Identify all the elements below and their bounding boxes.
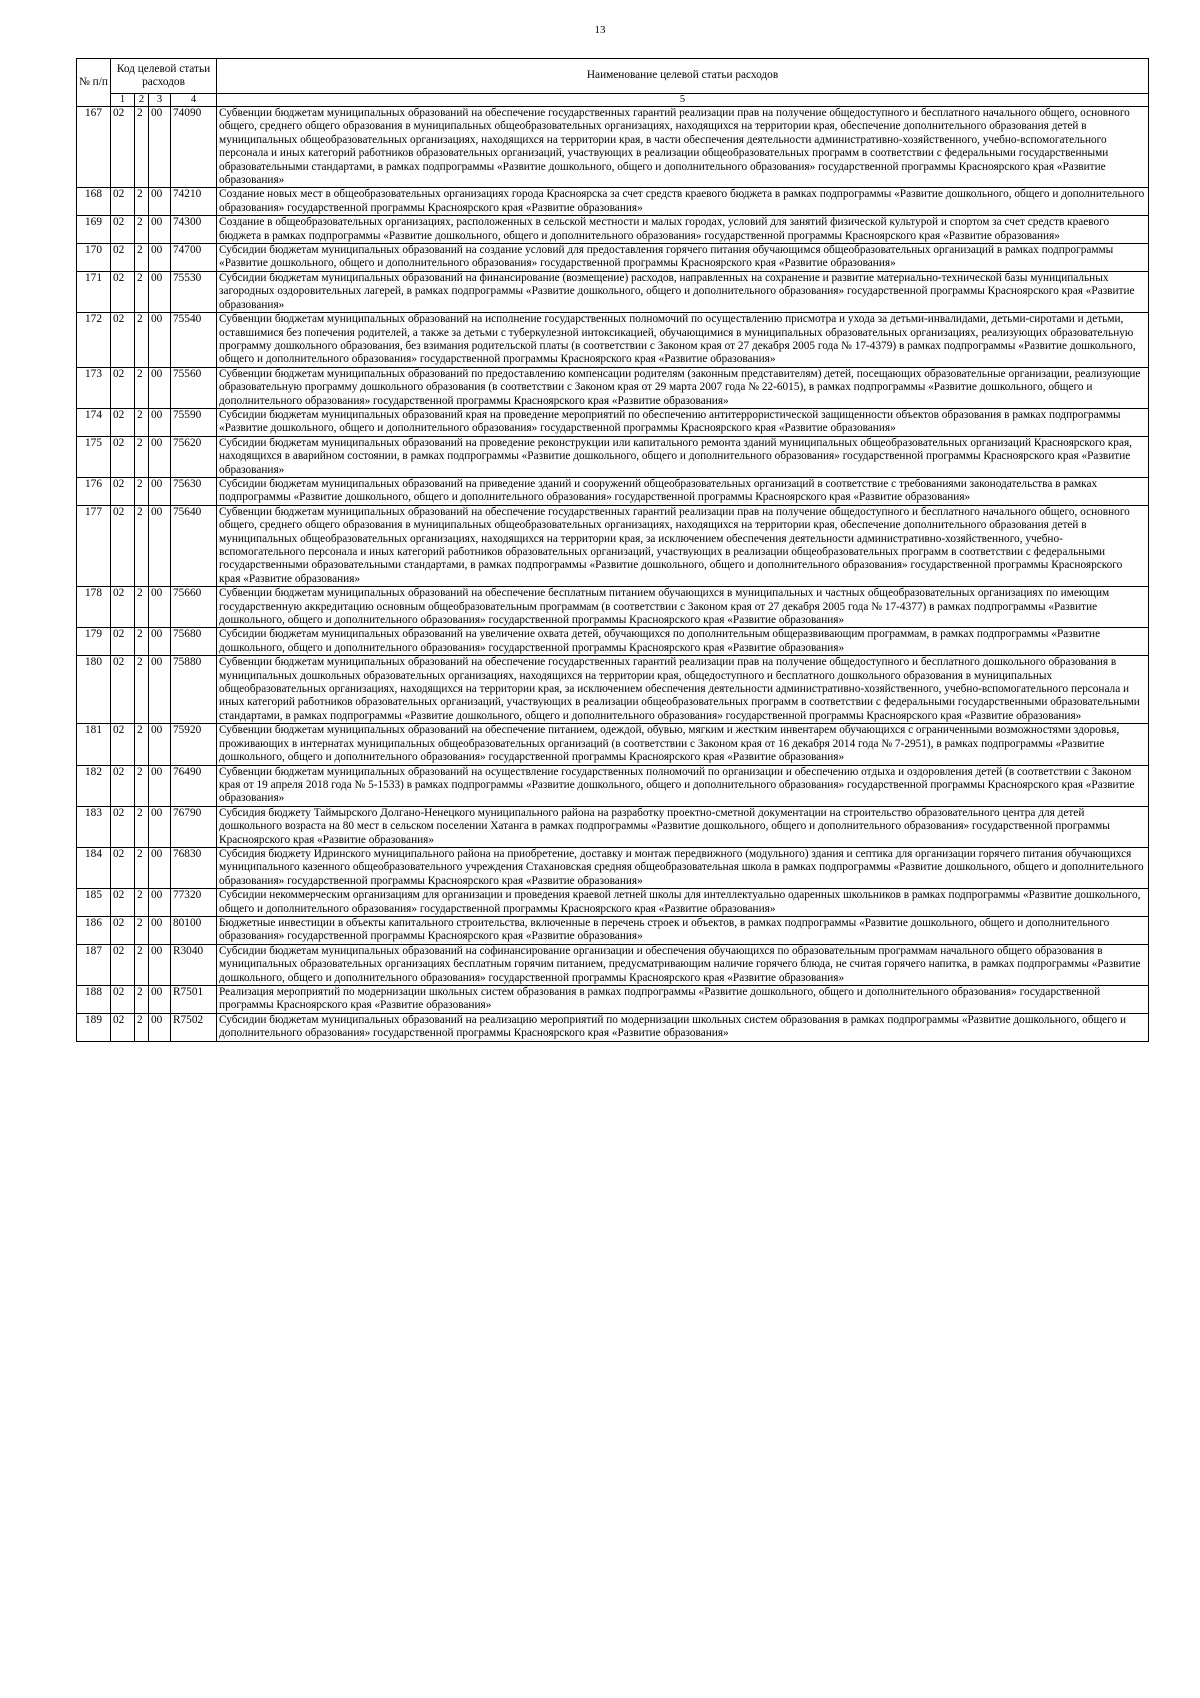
table-row bbox=[77, 889, 1149, 917]
article-name: Субвенции бюджетам муниципальных образований на осуществление государственных полномочий по организации и обеспечению отдыха и оздоровления детей (в соответствии с Законом края от 19 апреля 2018 года № 5-1533) в рамках подпрограммы «Развитие дошкольного, общего и дополнительного образования» государственной программы Красноярского края «Развитие образования» bbox=[217, 765, 1149, 806]
article-name: Субсидии бюджетам муниципальных образований на реализацию мероприятий по модернизации школьных систем образования в рамках подпрограммы «Развитие дошкольного, общего и дополнительного образования» государственной программы Красноярского края «Развитие образования» bbox=[217, 1013, 1149, 1041]
code-part-4: 80100 bbox=[171, 916, 217, 944]
table-row bbox=[77, 216, 1149, 244]
col-number-3: 3 bbox=[149, 94, 171, 107]
code-part-1: 02 bbox=[111, 986, 135, 1014]
code-part-3: 00 bbox=[149, 889, 171, 917]
row-number: 183 bbox=[77, 806, 111, 847]
code-part-3: 00 bbox=[149, 628, 171, 656]
code-part-2: 2 bbox=[135, 656, 149, 724]
article-name: Субвенции бюджетам муниципальных образований на обеспечение питанием, одеждой, обувью, мягким и жестким инвентарем обучающихся с ограниченными возможностями здоровья, проживающих в интернатах муниципальных общеобразовательных организаций (в соответствии с Законом края от 16 декабря 2014 года № 7-2951), в рамках подпрограммы «Развитие дошкольного, общего и дополнительного образования» государственной программы Красноярского края «Развитие образования» bbox=[217, 724, 1149, 765]
row-number: 169 bbox=[77, 216, 111, 244]
article-name: Субсидии бюджетам муниципальных образований на софинансирование организации и обеспечения обучающихся по образовательным программам начального общего образования в муниципальных образовательных организациях бесплатным горячим питанием, предусматривающим наличие горячего блюда, не считая горячего напитка, в рамках подпрограммы «Развитие дошкольного, общего и дополнительного образования» государственной программы Красноярского края «Развитие образования» bbox=[217, 944, 1149, 985]
table-row bbox=[77, 944, 1149, 985]
article-name: Субвенции бюджетам муниципальных образований на исполнение государственных полномочий по осуществлению присмотра и ухода за детьми-инвалидами, детьми-сиротами и детьми, оставшимися без попечения родителей, а также за детьми с туберкулезной интоксикацией, обучающимися в муниципальных образовательных организациях, реализующих образовательную программу дошкольного образования, без взимания родительской платы (в соответствии с Законом края от 27 декабря 2005 года № 17-4379) в рамках подпрограммы «Развитие дошкольного, общего и дополнительного образования» государственной программы Красноярского края «Развитие образования» bbox=[217, 313, 1149, 368]
row-number: 173 bbox=[77, 367, 111, 408]
code-part-3: 00 bbox=[149, 986, 171, 1014]
code-part-4: 74210 bbox=[171, 188, 217, 216]
page-number: 13 bbox=[594, 24, 606, 36]
row-number: 188 bbox=[77, 986, 111, 1014]
code-part-3: 00 bbox=[149, 477, 171, 505]
code-part-2: 2 bbox=[135, 477, 149, 505]
code-part-3: 00 bbox=[149, 107, 171, 188]
code-part-2: 2 bbox=[135, 628, 149, 656]
code-part-4: 75530 bbox=[171, 271, 217, 312]
code-part-4: 75680 bbox=[171, 628, 217, 656]
code-part-4: 75620 bbox=[171, 436, 217, 477]
article-name: Субвенции бюджетам муниципальных образований на обеспечение бесплатным питанием обучающихся в муниципальных и частных общеобразовательных организациях по имеющим государственную аккредитацию основным общеобразовательным программам (в соответствии с Законом края от 27 декабря 2005 года № 17-4377) в рамках подпрограммы «Развитие дошкольного, общего и дополнительного образования» государственной программы Красноярского края «Развитие образования» bbox=[217, 587, 1149, 628]
row-number: 185 bbox=[77, 889, 111, 917]
code-part-2: 2 bbox=[135, 188, 149, 216]
code-part-1: 02 bbox=[111, 1013, 135, 1041]
row-number: 182 bbox=[77, 765, 111, 806]
code-part-3: 00 bbox=[149, 806, 171, 847]
code-part-3: 00 bbox=[149, 724, 171, 765]
table-row bbox=[77, 628, 1149, 656]
row-number: 180 bbox=[77, 656, 111, 724]
col-number-2: 2 bbox=[135, 94, 149, 107]
code-part-3: 00 bbox=[149, 436, 171, 477]
code-part-4: 77320 bbox=[171, 889, 217, 917]
row-number: 167 bbox=[77, 107, 111, 188]
table-row bbox=[77, 408, 1149, 436]
table-row bbox=[77, 271, 1149, 312]
code-part-3: 00 bbox=[149, 656, 171, 724]
code-part-3: 00 bbox=[149, 587, 171, 628]
article-name: Создание в общеобразовательных организациях, расположенных в сельской местности и малых городах, условий для занятий физической культурой и спортом за счет средств краевого бюджета в рамках подпрограммы «Развитие дошкольного, общего и дополнительного образования» государственной программы Красноярского края «Развитие образования» bbox=[217, 216, 1149, 244]
code-part-4: 75660 bbox=[171, 587, 217, 628]
code-part-4: 75640 bbox=[171, 505, 217, 586]
article-name: Субвенции бюджетам муниципальных образований по предоставлению компенсации родителям (законным представителям) детей, посещающих образовательные организации, реализующие образовательную программу дошкольного образования (в соответствии с Законом края от 29 марта 2007 года № 22-6015), в рамках подпрограммы «Развитие дошкольного, общего и дополнительного образования» государственной программы Красноярского края «Развитие образования» bbox=[217, 367, 1149, 408]
code-part-3: 00 bbox=[149, 244, 171, 272]
table-row bbox=[77, 477, 1149, 505]
code-part-4: 76830 bbox=[171, 847, 217, 888]
code-part-1: 02 bbox=[111, 367, 135, 408]
row-number: 187 bbox=[77, 944, 111, 985]
code-part-3: 00 bbox=[149, 408, 171, 436]
header-name: Наименование целевой статьи расходов bbox=[217, 59, 1149, 94]
code-part-4: 74090 bbox=[171, 107, 217, 188]
row-number: 177 bbox=[77, 505, 111, 586]
code-part-2: 2 bbox=[135, 216, 149, 244]
code-part-1: 02 bbox=[111, 765, 135, 806]
code-part-4: 75590 bbox=[171, 408, 217, 436]
code-part-2: 2 bbox=[135, 107, 149, 188]
table-row bbox=[77, 765, 1149, 806]
code-part-3: 00 bbox=[149, 216, 171, 244]
article-name: Субсидии бюджетам муниципальных образований на увеличение охвата детей, обучающихся по дополнительным общеразвивающим программам, в рамках подпрограммы «Развитие дошкольного, общего и дополнительного образования» государственной программы Красноярского края «Развитие образования» bbox=[217, 628, 1149, 656]
code-part-2: 2 bbox=[135, 986, 149, 1014]
row-number: 170 bbox=[77, 244, 111, 272]
code-part-2: 2 bbox=[135, 408, 149, 436]
code-part-1: 02 bbox=[111, 271, 135, 312]
table-row bbox=[77, 1013, 1149, 1041]
article-name: Субсидии некоммерческим организациям для организации и проведения краевой летней школы для интеллектуально одаренных школьников в рамках подпрограммы «Развитие дошкольного, общего и дополнительного образования» государственной программы Красноярского края «Развитие образования» bbox=[217, 889, 1149, 917]
code-part-1: 02 bbox=[111, 656, 135, 724]
code-part-1: 02 bbox=[111, 436, 135, 477]
table-row bbox=[77, 916, 1149, 944]
code-part-2: 2 bbox=[135, 889, 149, 917]
code-part-2: 2 bbox=[135, 806, 149, 847]
code-part-2: 2 bbox=[135, 724, 149, 765]
code-part-4: 74300 bbox=[171, 216, 217, 244]
table-header-row bbox=[77, 59, 1149, 94]
code-part-2: 2 bbox=[135, 916, 149, 944]
row-number: 189 bbox=[77, 1013, 111, 1041]
table-row bbox=[77, 107, 1149, 188]
row-number: 181 bbox=[77, 724, 111, 765]
col-number-1: 1 bbox=[111, 94, 135, 107]
col-number-5: 5 bbox=[217, 94, 1149, 107]
row-number: 178 bbox=[77, 587, 111, 628]
row-number: 172 bbox=[77, 313, 111, 368]
code-part-4: 76490 bbox=[171, 765, 217, 806]
header-num: № п/п bbox=[77, 59, 111, 107]
table-row bbox=[77, 244, 1149, 272]
code-part-2: 2 bbox=[135, 765, 149, 806]
code-part-4: R3040 bbox=[171, 944, 217, 985]
table-body bbox=[77, 107, 1149, 1042]
code-part-3: 00 bbox=[149, 505, 171, 586]
code-part-3: 00 bbox=[149, 847, 171, 888]
code-part-4: R7502 bbox=[171, 1013, 217, 1041]
article-name: Субсидии бюджетам муниципальных образований на создание условий для предоставления горячего питания обучающимся общеобразовательных организаций в рамках подпрограммы «Развитие дошкольного, общего и дополнительного образования» государственной программы Красноярского края «Развитие образования» bbox=[217, 244, 1149, 272]
code-part-1: 02 bbox=[111, 724, 135, 765]
row-number: 168 bbox=[77, 188, 111, 216]
row-number: 174 bbox=[77, 408, 111, 436]
code-part-1: 02 bbox=[111, 628, 135, 656]
code-part-1: 02 bbox=[111, 107, 135, 188]
code-part-4: 75630 bbox=[171, 477, 217, 505]
article-name: Субсидии бюджетам муниципальных образований на приведение зданий и сооружений общеобразовательных организаций в соответствие с требованиями законодательства в рамках подпрограммы «Развитие дошкольного, общего и дополнительного образования» государственной программы Красноярского края «Развитие образования» bbox=[217, 477, 1149, 505]
code-part-2: 2 bbox=[135, 271, 149, 312]
code-part-3: 00 bbox=[149, 367, 171, 408]
col-number-4: 4 bbox=[171, 94, 217, 107]
code-part-1: 02 bbox=[111, 408, 135, 436]
code-part-1: 02 bbox=[111, 313, 135, 368]
article-name: Субсидия бюджету Таймырского Долгано-Ненецкого муниципального района на разработку проектно-сметной документации на строительство образовательного центра для детей дошкольного возраста на 80 мест в сельском поселении Хатанга в рамках подпрограммы «Развитие дошкольного, общего и дополнительного образования» государственной программы Красноярского края «Развитие образования» bbox=[217, 806, 1149, 847]
table-row bbox=[77, 313, 1149, 368]
article-name: Субвенции бюджетам муниципальных образований на обеспечение государственных гарантий реализации прав на получение общедоступного и бесплатного начального общего, основного общего, среднего общего образования в муниципальных общеобразовательных организациях, находящихся на территории края, обеспечение дополнительного образования детей в муниципальных общеобразовательных организациях, находящихся на территории края, за исключением обеспечения деятельности административно-хозяйственного, учебно-вспомогательного персонала и иных категорий работников образовательных организаций, участвующих в реализации общеобразовательных программ в соответствии с федеральными государственными образовательными стандартами, в рамках подпрограммы «Развитие дошкольного, общего и дополнительного образования» государственной программы Красноярского края «Развитие образования» bbox=[217, 505, 1149, 586]
code-part-4: R7501 bbox=[171, 986, 217, 1014]
code-part-2: 2 bbox=[135, 587, 149, 628]
code-part-4: 75560 bbox=[171, 367, 217, 408]
code-part-1: 02 bbox=[111, 244, 135, 272]
row-number: 171 bbox=[77, 271, 111, 312]
article-name: Субвенции бюджетам муниципальных образований на обеспечение государственных гарантий реализации прав на получение общедоступного и бесплатного дошкольного образования в муниципальных дошкольных образовательных организациях, находящихся на территории края, общедоступного и бесплатного дошкольного образования в муниципальных общеобразовательных организациях, находящихся на территории края, за исключением обеспечения деятельности административно-хозяйственного, учебно-вспомогательного персонала и иных категорий работников образовательных организаций, участвующих в реализации общеобразовательных программ в соответствии с федеральными государственными образовательными стандартами, в рамках подпрограммы «Развитие дошкольного, общего и дополнительного образования» государственной программы Красноярского края «Развитие образования» bbox=[217, 656, 1149, 724]
article-name: Создание новых мест в общеобразовательных организациях города Красноярска за счет средств краевого бюджета в рамках подпрограммы «Развитие дошкольного, общего и дополнительного образования» государственной программы Красноярского края «Развитие образования» bbox=[217, 188, 1149, 216]
row-number: 186 bbox=[77, 916, 111, 944]
code-part-4: 76790 bbox=[171, 806, 217, 847]
code-part-1: 02 bbox=[111, 916, 135, 944]
code-part-2: 2 bbox=[135, 847, 149, 888]
code-part-1: 02 bbox=[111, 216, 135, 244]
article-name: Субсидии бюджетам муниципальных образований на проведение реконструкции или капитального ремонта зданий муниципальных общеобразовательных организаций Красноярского края, находящихся в аварийном состоянии, в рамках подпрограммы «Развитие дошкольного, общего и дополнительного образования» государственной программы Красноярского края «Развитие образования» bbox=[217, 436, 1149, 477]
code-part-1: 02 bbox=[111, 806, 135, 847]
code-part-3: 00 bbox=[149, 313, 171, 368]
code-part-2: 2 bbox=[135, 436, 149, 477]
row-number: 179 bbox=[77, 628, 111, 656]
row-number: 184 bbox=[77, 847, 111, 888]
article-name: Субвенции бюджетам муниципальных образований на обеспечение государственных гарантий реализации прав на получение общедоступного и бесплатного начального общего, основного общего, среднего общего образования в муниципальных общеобразовательных организациях, находящихся на территории края, обеспечение дополнительного образования детей в муниципальных общеобразовательных организациях, находящихся на территории края, в части обеспечения деятельности административно-хозяйственного, учебно-вспомогательного персонала и иных категорий работников образовательных организаций, участвующих в реализации общеобразовательных программ в соответствии с федеральными государственными образовательными стандартами, в рамках подпрограммы «Развитие дошкольного, общего и дополнительного образования» государственной программы Красноярского края «Развитие образования» bbox=[217, 107, 1149, 188]
table-row bbox=[77, 436, 1149, 477]
code-part-1: 02 bbox=[111, 587, 135, 628]
code-part-1: 02 bbox=[111, 477, 135, 505]
code-part-2: 2 bbox=[135, 944, 149, 985]
code-part-3: 00 bbox=[149, 1013, 171, 1041]
code-part-1: 02 bbox=[111, 505, 135, 586]
article-name: Субсидии бюджетам муниципальных образований края на проведение мероприятий по обеспечению антитеррористической защищенности объектов образования в рамках подпрограммы «Развитие дошкольного, общего и дополнительного образования» государственной программы Красноярского края «Развитие образования» bbox=[217, 408, 1149, 436]
code-part-1: 02 bbox=[111, 188, 135, 216]
code-part-2: 2 bbox=[135, 313, 149, 368]
code-part-1: 02 bbox=[111, 889, 135, 917]
code-part-2: 2 bbox=[135, 244, 149, 272]
table-row bbox=[77, 724, 1149, 765]
article-name: Субсидия бюджету Идринского муниципального района на приобретение, доставку и монтаж передвижного (модульного) здания и септика для организации горячего питания обучающихся муниципального казенного общеобразовательного учреждения Стахановская средняя общеобразовательная школа в рамках подпрограммы «Развитие дошкольного, общего и дополнительного образования» государственной программы Красноярского края «Развитие образования» bbox=[217, 847, 1149, 888]
table-row bbox=[77, 505, 1149, 586]
code-part-1: 02 bbox=[111, 847, 135, 888]
table-row bbox=[77, 367, 1149, 408]
header-code: Код целевой статьи расходов bbox=[111, 59, 217, 94]
code-part-3: 00 bbox=[149, 765, 171, 806]
article-name: Бюджетные инвестиции в объекты капитального строительства, включенные в перечень строек и объектов, в рамках подпрограммы «Развитие дошкольного, общего и дополнительного образования» государственной программы Красноярского края «Развитие образования» bbox=[217, 916, 1149, 944]
article-name: Реализация мероприятий по модернизации школьных систем образования в рамках подпрограммы «Развитие дошкольного, общего и дополнительного образования» государственной программы Красноярского края «Развитие образования» bbox=[217, 986, 1149, 1014]
row-number: 176 bbox=[77, 477, 111, 505]
target-articles-table bbox=[76, 58, 1149, 1042]
code-part-2: 2 bbox=[135, 505, 149, 586]
code-part-4: 74700 bbox=[171, 244, 217, 272]
table-row bbox=[77, 188, 1149, 216]
table-row bbox=[77, 587, 1149, 628]
code-part-3: 00 bbox=[149, 944, 171, 985]
code-part-3: 00 bbox=[149, 271, 171, 312]
code-part-1: 02 bbox=[111, 944, 135, 985]
article-name: Субсидии бюджетам муниципальных образований на финансирование (возмещение) расходов, направленных на сохранение и развитие материально-технической базы муниципальных загородных оздоровительных лагерей, в рамках подпрограммы «Развитие дошкольного, общего и дополнительного образования» государственной программы Красноярского края «Развитие образования» bbox=[217, 271, 1149, 312]
table-column-numbers-row bbox=[77, 94, 1149, 107]
row-number: 175 bbox=[77, 436, 111, 477]
code-part-2: 2 bbox=[135, 1013, 149, 1041]
code-part-3: 00 bbox=[149, 188, 171, 216]
table-row bbox=[77, 806, 1149, 847]
table-row bbox=[77, 986, 1149, 1014]
code-part-4: 75880 bbox=[171, 656, 217, 724]
code-part-3: 00 bbox=[149, 916, 171, 944]
table-row bbox=[77, 656, 1149, 724]
code-part-4: 75920 bbox=[171, 724, 217, 765]
code-part-4: 75540 bbox=[171, 313, 217, 368]
code-part-2: 2 bbox=[135, 367, 149, 408]
table-row bbox=[77, 847, 1149, 888]
